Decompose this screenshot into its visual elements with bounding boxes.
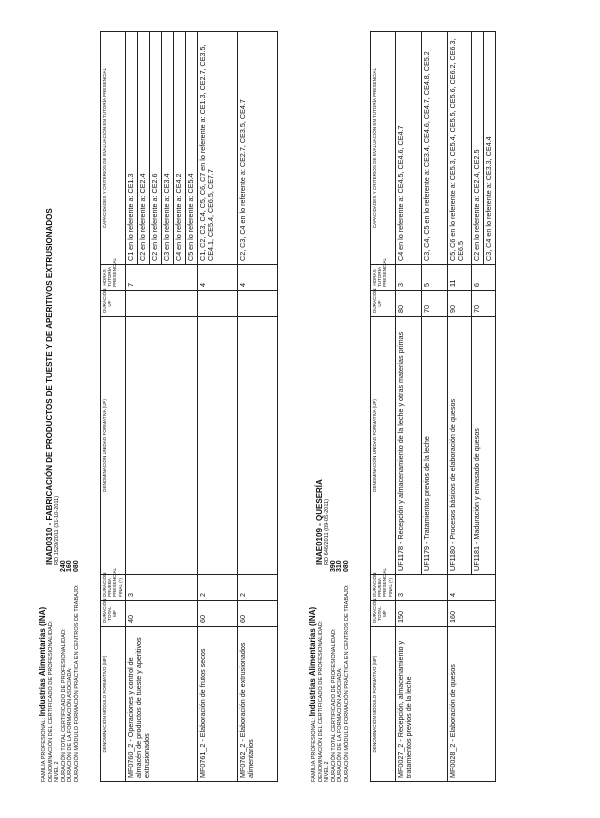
modules-table	[370, 31, 496, 782]
col-uf: DENOMINACIÓN UNIDAD FORMATIVA (UF)	[101, 317, 126, 575]
uf-cell	[238, 317, 278, 575]
familia-value: Industrias Alimentarias (INA)	[38, 606, 47, 717]
capacidades-cell: C4 en lo referente a: CE4.5, CE4.6, CE4.7	[396, 32, 422, 265]
col-horas: HORAS TUTORÍA PRESENCIAL	[371, 265, 396, 291]
duracion-total-line: DURACIÓN TOTAL CERTIFICADO DE PROFESIONALIDAD: 240	[59, 560, 67, 782]
capacidad-item: C2 en lo referente a: CE2.4	[138, 32, 150, 264]
duracion-practicas-value: 080	[72, 560, 80, 572]
col-modulo: DENOMINACIÓN MÓDULO FORMATIVO (MF)	[101, 627, 126, 782]
denominacion-label: DENOMINACIÓN DEL CERTIFICADO DE PROFESIONALIDAD:	[47, 620, 54, 782]
capacidad-item: C3 en lo referente a: CE3.4	[162, 32, 174, 264]
table-row	[126, 32, 198, 782]
certificate-title-area	[317, 45, 330, 565]
table-header-row	[101, 32, 126, 782]
duracion-total-value: 390	[329, 560, 337, 572]
table-header-row	[371, 32, 396, 782]
table-row	[198, 32, 238, 782]
modulo-cell: MF0027_2 - Recepción, almacenamiento y tratamientos previos de la leche	[396, 627, 448, 782]
prueba-cell: 3	[396, 575, 448, 601]
duracion-uf-cell	[198, 291, 238, 317]
prueba-cell: 4	[448, 575, 496, 601]
capacidad-item: C3, C4 en lo referente a: CE3.3, CE4.4	[484, 136, 493, 261]
modulo-cell: MF0760_2 - Operaciones y control de almacén de productos de tueste y aperitivos extrusionados	[126, 627, 198, 782]
nivel: NIVEL 2	[54, 761, 61, 782]
certificate-title: INAD0310 - FABRICACIÓN DE PRODUCTOS DE TUESTE Y DE APERITIVOS EXTRUSIONADOS	[45, 208, 54, 565]
duracion-uf-cell: 70	[472, 291, 496, 317]
uf-cell	[198, 317, 238, 575]
col-horas: HORAS TUTORÍA PRESENCIAL	[101, 265, 126, 291]
duracion-formacion-line: DURACIÓN DE LA FORMACIÓN ASOCIADA: 160	[66, 560, 74, 782]
duracion-total-value: 240	[59, 560, 67, 572]
col-prueba: DURACIÓN PRUEBA PRESENCIAL FINAL (*)	[371, 575, 396, 601]
col-duracion-mf: DURACIÓN TOTAL MF	[371, 601, 396, 627]
duracion-uf-cell: 80	[396, 291, 422, 317]
duracion-formacion-line: DURACIÓN DE LA FORMACIÓN ASOCIADA: 310	[336, 560, 344, 782]
certificate-header	[310, 32, 370, 782]
duracion-uf-cell	[238, 291, 278, 317]
horas-cell: 5	[422, 265, 448, 291]
duracion-cell: 60	[238, 601, 278, 627]
col-modulo: DENOMINACIÓN MÓDULO FORMATIVO (MF)	[371, 627, 396, 782]
capacidades-cell: C5, C6 en lo referente a: CE5.3, CE5.4, CE5.5, CE5.6, CE6.2, CE6.3, CE6.5	[448, 32, 472, 265]
modulo-cell: MF0762_2 - Elaboración de extrusionados alimentarios	[238, 627, 278, 782]
capacidad-item: C2 en lo referente a: CE2.6	[150, 32, 162, 264]
familia-line: FAMILIA PROFESIONAL: Industrias Alimentarias (INA)	[308, 606, 317, 782]
horas-cell: 6	[472, 265, 496, 291]
certificate-block-inae0109	[310, 32, 496, 782]
certificate-header	[40, 32, 100, 782]
uf-cell: UF1181 - Maduración y envasado de quesos	[472, 317, 496, 575]
capacidad-item: C2 en lo referente a: CE2.4, CE2.5	[472, 32, 484, 264]
capacidades-cell	[472, 32, 496, 265]
uf-cell: UF1180 - Procesos básicos de elaboración de quesos	[448, 317, 472, 575]
col-prueba: DURACIÓN PRUEBA PRESENCIAL FINAL (*)	[101, 575, 126, 601]
col-capacidades: CAPACIDADES Y CRITERIOS DE EVALUACIÓN EN TUTORÍA PRESENCIAL	[101, 32, 126, 265]
familia-line: FAMILIA PROFESIONAL: Industrias Alimentarias (INA)	[38, 606, 47, 782]
col-capacidades: CAPACIDADES Y CRITERIOS DE EVALUACIÓN EN TUTORÍA PRESENCIAL	[371, 32, 396, 265]
table-row	[396, 32, 422, 782]
prueba-cell: 2	[198, 575, 238, 601]
real-decreto: RD 646/2011 (09-05-2011)	[323, 498, 330, 565]
horas-cell: 4	[198, 265, 238, 291]
duracion-cell: 160	[448, 601, 496, 627]
duracion-total-line: DURACIÓN TOTAL CERTIFICADO DE PROFESIONALIDAD: 390	[329, 560, 337, 782]
duracion-uf-cell	[126, 291, 198, 317]
col-duracion-uf: DURACIÓN UF	[371, 291, 396, 317]
col-duracion-uf: DURACIÓN UF	[101, 291, 126, 317]
certificate-title-area	[47, 45, 60, 565]
duracion-uf-cell: 70	[422, 291, 448, 317]
duracion-formacion-value: 160	[66, 560, 74, 572]
capacidades-cell	[126, 32, 198, 265]
capacidades-cell: C1, C2, C3, C4, C5, C6, C7 en lo referente a: CE1.3, CE2.7, CE3.5, CE4.1, CE5.4, CE6.5, CE7.7	[198, 32, 238, 265]
col-duracion-mf: DURACIÓN TOTAL MF	[101, 601, 126, 627]
horas-cell: 3	[396, 265, 422, 291]
duracion-practicas-line: DURACIÓN MÓDULO FORMACIÓN PRÁCTICA EN CENTROS DE TRABAJO: 080	[342, 560, 350, 782]
modulo-cell: MF0761_2 - Elaboración de frutos secos	[198, 627, 238, 782]
duracion-formacion-value: 310	[336, 560, 344, 572]
capacidad-item: C5 en lo referente a: CE5.4	[186, 173, 195, 261]
duracion-practicas-value: 080	[342, 560, 350, 572]
certificate-block-inad0310	[40, 32, 278, 782]
capacidad-item: C4 en lo referente a: CE4.2	[174, 32, 186, 264]
horas-cell: 7	[126, 265, 198, 291]
familia-value: Industrias Alimentarias (INA)	[308, 606, 317, 717]
nivel: NIVEL 2	[324, 761, 331, 782]
uf-cell: UF1178 - Recepción y almacenamiento de la leche y otras materias primas	[396, 317, 422, 575]
table-row	[448, 32, 472, 782]
duracion-uf-cell: 90	[448, 291, 472, 317]
duracion-cell: 40	[126, 601, 198, 627]
prueba-cell: 2	[238, 575, 278, 601]
horas-cell: 4	[238, 265, 278, 291]
col-uf: DENOMINACIÓN UNIDAD FORMATIVA (UF)	[371, 317, 396, 575]
modulo-cell: MF0028_2 - Elaboración de quesos	[448, 627, 496, 782]
capacidades-cell: C3, C4, C5 en lo referente a: CE3.4, CE4.6, CE4.7, CE4.8, CE5.2	[422, 32, 448, 265]
denominacion-label: DENOMINACIÓN DEL CERTIFICADO DE PROFESIONALIDAD:	[317, 620, 324, 782]
capacidades-cell: C2, C3, C4 en lo referente a: CE2.7, CE3.5, CE4.7	[238, 32, 278, 265]
certificate-title: INAE0109 - QUESERÍA	[315, 479, 324, 565]
uf-cell: UF1179 - Tratamientos previos de la leche	[422, 317, 448, 575]
real-decreto: RD 1529/2011 (31-10-2011)	[53, 495, 60, 565]
duracion-practicas-line: DURACIÓN MÓDULO FORMACIÓN PRÁCTICA EN CENTROS DE TRABAJO: 080	[72, 560, 80, 782]
capacidad-item: C1 en lo referente a: CE1.3	[126, 32, 138, 264]
duracion-cell: 60	[198, 601, 238, 627]
duracion-cell: 150	[396, 601, 448, 627]
uf-cell	[126, 317, 198, 575]
prueba-cell: 3	[126, 575, 198, 601]
modules-table	[100, 31, 278, 782]
horas-cell: 11	[448, 265, 472, 291]
table-row	[238, 32, 278, 782]
